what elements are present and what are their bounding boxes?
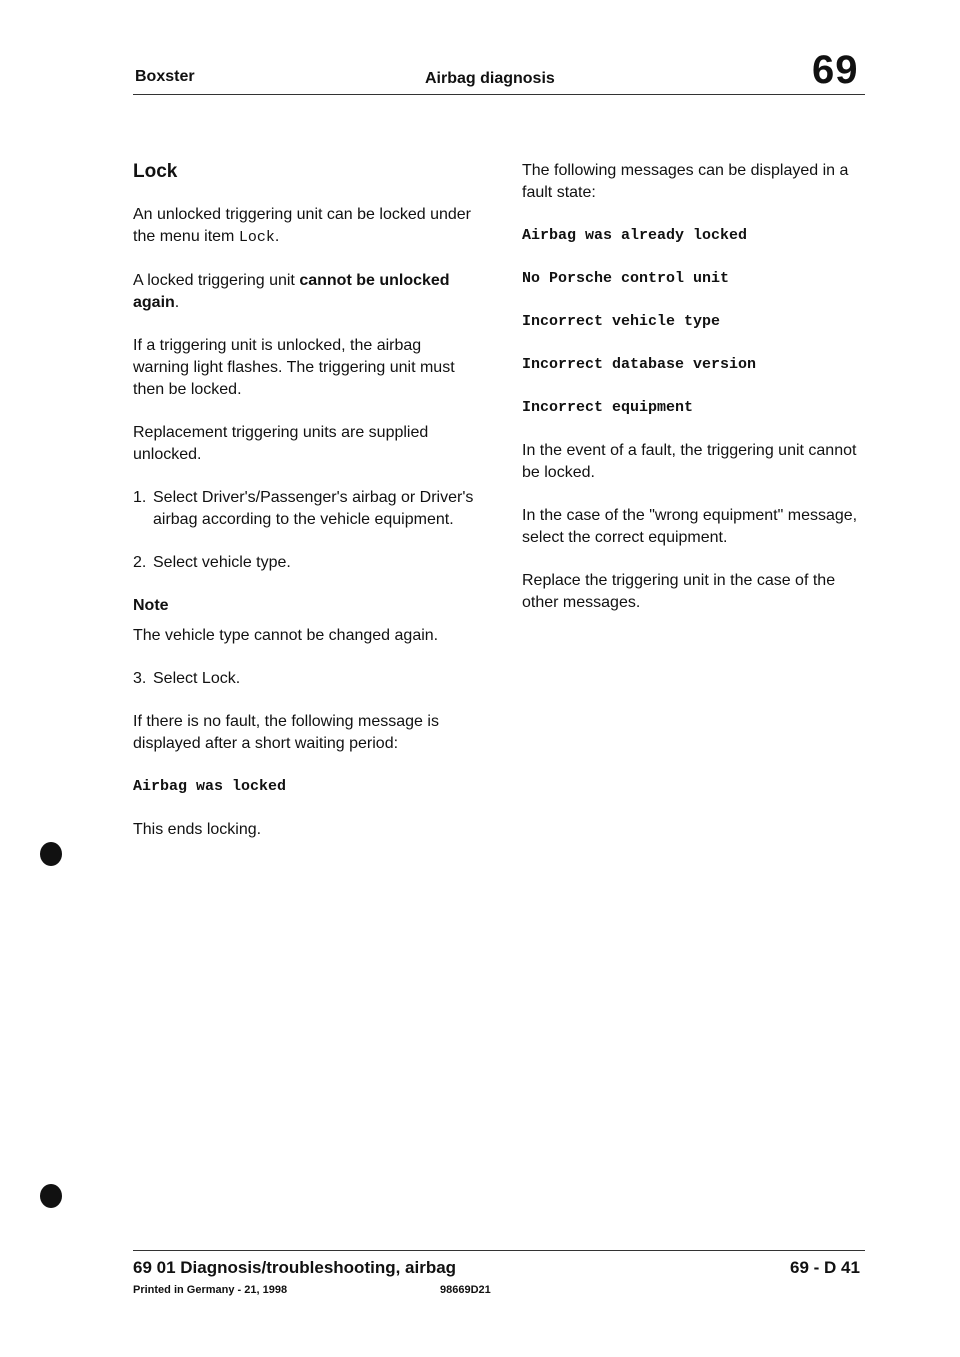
header-section-title: Airbag diagnosis <box>425 70 555 87</box>
paragraph-replace: Replace the triggering unit in the case of the other messages. <box>522 572 836 611</box>
paragraph-unlocked-text: An unlocked triggering unit can be locked under the menu item <box>133 206 471 245</box>
header-rule <box>133 94 865 95</box>
note-title: Note <box>133 597 169 614</box>
step-text: Select vehicle type. <box>153 554 291 571</box>
paragraph-locked-end: . <box>174 294 180 311</box>
paragraph-warning-light: If a triggering unit is unlocked, the airbag warning light flashes. The triggering unit must then be locked. <box>133 337 455 398</box>
paragraph-unlocked <box>133 204 478 249</box>
paragraph-fault-intro: The following messages can be displayed in a fault state: <box>522 162 849 201</box>
paragraph-end: This ends locking. <box>133 821 262 838</box>
footer-page-number: 69 - D 41 <box>790 1258 860 1277</box>
header-model: Boxster <box>135 68 195 85</box>
paragraph-locked-text: A locked triggering unit <box>133 272 300 289</box>
paragraph-replacement: Replacement triggering units are supplied unlocked. <box>133 424 429 463</box>
paragraph-fault-lock: In the event of a fault, the triggering unit cannot be locked. <box>522 442 857 481</box>
note-text: The vehicle type cannot be changed again. <box>133 627 439 644</box>
step-number: 1. <box>133 489 147 506</box>
header-chapter-number: 69 <box>812 48 859 92</box>
step-item <box>133 487 478 531</box>
left-column <box>133 160 478 862</box>
footer-rule <box>133 1250 865 1251</box>
fault-message: No Porsche control unit <box>522 270 730 287</box>
binder-hole-mark <box>40 842 62 866</box>
paragraph-locked <box>133 270 478 314</box>
paragraph-locked-emphasis: cannot be unlocked again <box>133 272 450 311</box>
paragraph-wrong-equipment: In the case of the "wrong equipment" message, select the correct equipment. <box>522 507 858 546</box>
step-item <box>133 668 478 690</box>
paragraph-unlocked-end: . <box>274 228 280 245</box>
fault-message: Airbag was already locked <box>522 227 748 244</box>
fault-message: Incorrect equipment <box>522 399 694 416</box>
paragraph-no-fault: If there is no fault, the following message is displayed after a short waiting period: <box>133 713 439 752</box>
step-number: 2. <box>133 554 147 571</box>
footer-doc-code: 98669D21 <box>440 1284 491 1296</box>
step-item <box>133 552 478 574</box>
fault-message: Incorrect database version <box>522 356 757 373</box>
right-column <box>522 160 867 635</box>
step-number: 3. <box>133 670 147 687</box>
message-code: Airbag was locked <box>133 778 287 795</box>
footer-section-title: 69 01 Diagnosis/troubleshooting, airbag <box>133 1258 457 1277</box>
menu-item-code: Lock <box>238 229 275 246</box>
footer-printed-note: Printed in Germany - 21, 1998 <box>133 1284 288 1296</box>
step-text: Select Lock. <box>153 670 241 687</box>
section-heading: Lock <box>133 161 178 182</box>
binder-hole-mark <box>40 1184 62 1208</box>
step-text: Select Driver's/Passenger's airbag or Driver's airbag according to the vehicle equipment. <box>153 489 474 528</box>
fault-message: Incorrect vehicle type <box>522 313 721 330</box>
